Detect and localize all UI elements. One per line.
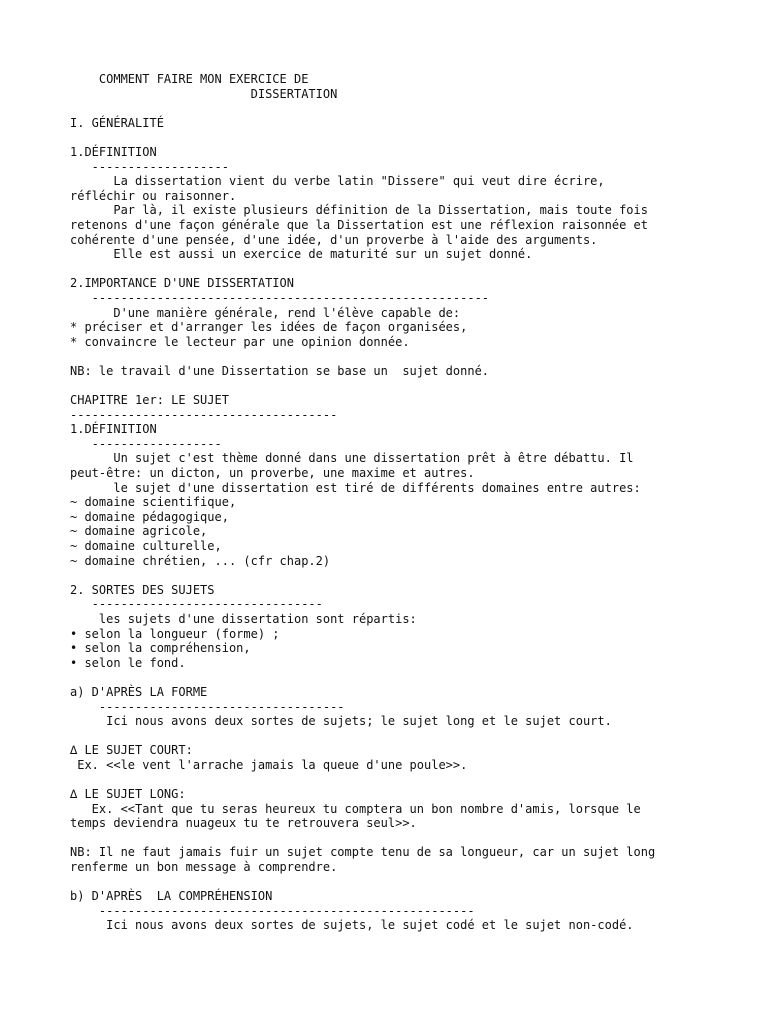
text-line: NB: le travail d'une Dissertation se base un sujet donné. [70,363,490,378]
blank-line [70,349,760,364]
text-line: I. GÉNÉRALITÉ [70,115,164,130]
document-body [70,72,760,933]
blank-line [70,729,760,744]
blank-line [70,875,760,890]
blank-line [70,101,760,116]
text-line: 1.DÉFINITION [70,422,157,437]
text-line: • selon la compréhension, [70,641,251,656]
underline-rule: ------------------ [70,436,222,451]
text-line: ~ domaine agricole, [70,524,208,539]
text-line: les sujets d'une dissertation sont répartis: [70,611,417,626]
text-line: Ici nous avons deux sortes de sujets, le sujet codé et le sujet non-codé. [70,918,634,933]
text-line: ~ domaine chrétien, ... (cfr chap.2) [70,553,331,568]
text-line: Un sujet c'est thème donné dans une dissertation prêt à être débattu. Il [70,451,634,466]
text-line: ~ domaine scientifique, [70,495,237,510]
text-line: a) D'APRÈS LA FORME [70,684,208,699]
underline-rule: -------------------------------- [70,597,323,612]
text-line: * préciser et d'arranger les idées de façon organisées, [70,320,468,335]
underline-rule: ------------------------------------- [70,407,338,422]
text-line: ~ domaine culturelle, [70,539,222,553]
text-line: Ex. <<le vent l'arrache jamais la queue d'une poule>>. [70,757,468,772]
text-line: Ex. <<Tant que tu seras heureux tu comptera un bon nombre d'amis, lorsque le [70,801,641,816]
text-line: 2. SORTES DES SUJETS [70,582,215,597]
text-line: NB: Il ne faut jamais fuir un sujet compte tenu de sa longueur, car un sujet long [70,845,656,860]
blank-line [70,130,760,145]
blank-line [70,773,760,788]
text-line: retenons d'une façon générale que la Dissertation est une réflexion raisonnée et [70,217,648,232]
blank-line [70,831,760,846]
text-line: • selon le fond. [70,655,186,670]
text-line: le sujet d'une dissertation est tiré de différents domaines entre autres: [70,480,641,495]
text-line: temps deviendra nuageux tu te retrouvera seul>>. [70,816,417,831]
text-line: Par là, il existe plusieurs définition de la Dissertation, mais toute fois [70,203,648,218]
text-line: réfléchir ou raisonner. [70,188,237,203]
text-line: Elle est aussi un exercice de maturité sur un sujet donné. [70,247,533,262]
underline-rule: ------------------------------------------------------- [70,290,490,305]
underline-rule: ------------------- [70,159,229,174]
text-line: Ici nous avons deux sortes de sujets; le sujet long et le sujet court. [70,714,612,729]
blank-line [70,568,760,583]
text-line: • selon la longueur (forme) ; [70,626,280,641]
text-line: renferme un bon message à comprendre. [70,860,338,875]
text-line: ∆ LE SUJET LONG: [70,787,186,802]
text-line: La dissertation vient du verbe latin "Dissere" qui veut dire écrire, [70,174,605,189]
blank-line [70,670,760,685]
text-line: cohérente d'une pensée, d'une idée, d'un proverbe à l'aide des arguments. [70,232,598,247]
blank-line [70,378,760,393]
document-title: DISSERTATION [70,86,338,101]
underline-rule: ---------------------------------- [70,699,345,714]
text-line: b) D'APRÈS LA COMPRÉHENSION [70,889,273,904]
blank-line [70,262,760,277]
text-line: peut-être: un dicton, un proverbe, une maxime et autres. [70,466,475,481]
text-line: CHAPITRE 1er: LE SUJET [70,393,229,408]
text-line: * convaincre le lecteur par une opinion donnée. [70,334,410,349]
underline-rule: ---------------------------------------------------- [70,903,475,918]
text-line: ∆ LE SUJET COURT: [70,743,193,758]
text-line: D'une manière générale, rend l'élève capable de: [70,305,461,320]
document-title: COMMENT FAIRE MON EXERCICE DE [70,72,309,86]
text-line: ~ domaine pédagogique, [70,509,229,524]
text-line: 1.DÉFINITION [70,144,157,159]
text-line: 2.IMPORTANCE D'UNE DISSERTATION [70,276,294,291]
